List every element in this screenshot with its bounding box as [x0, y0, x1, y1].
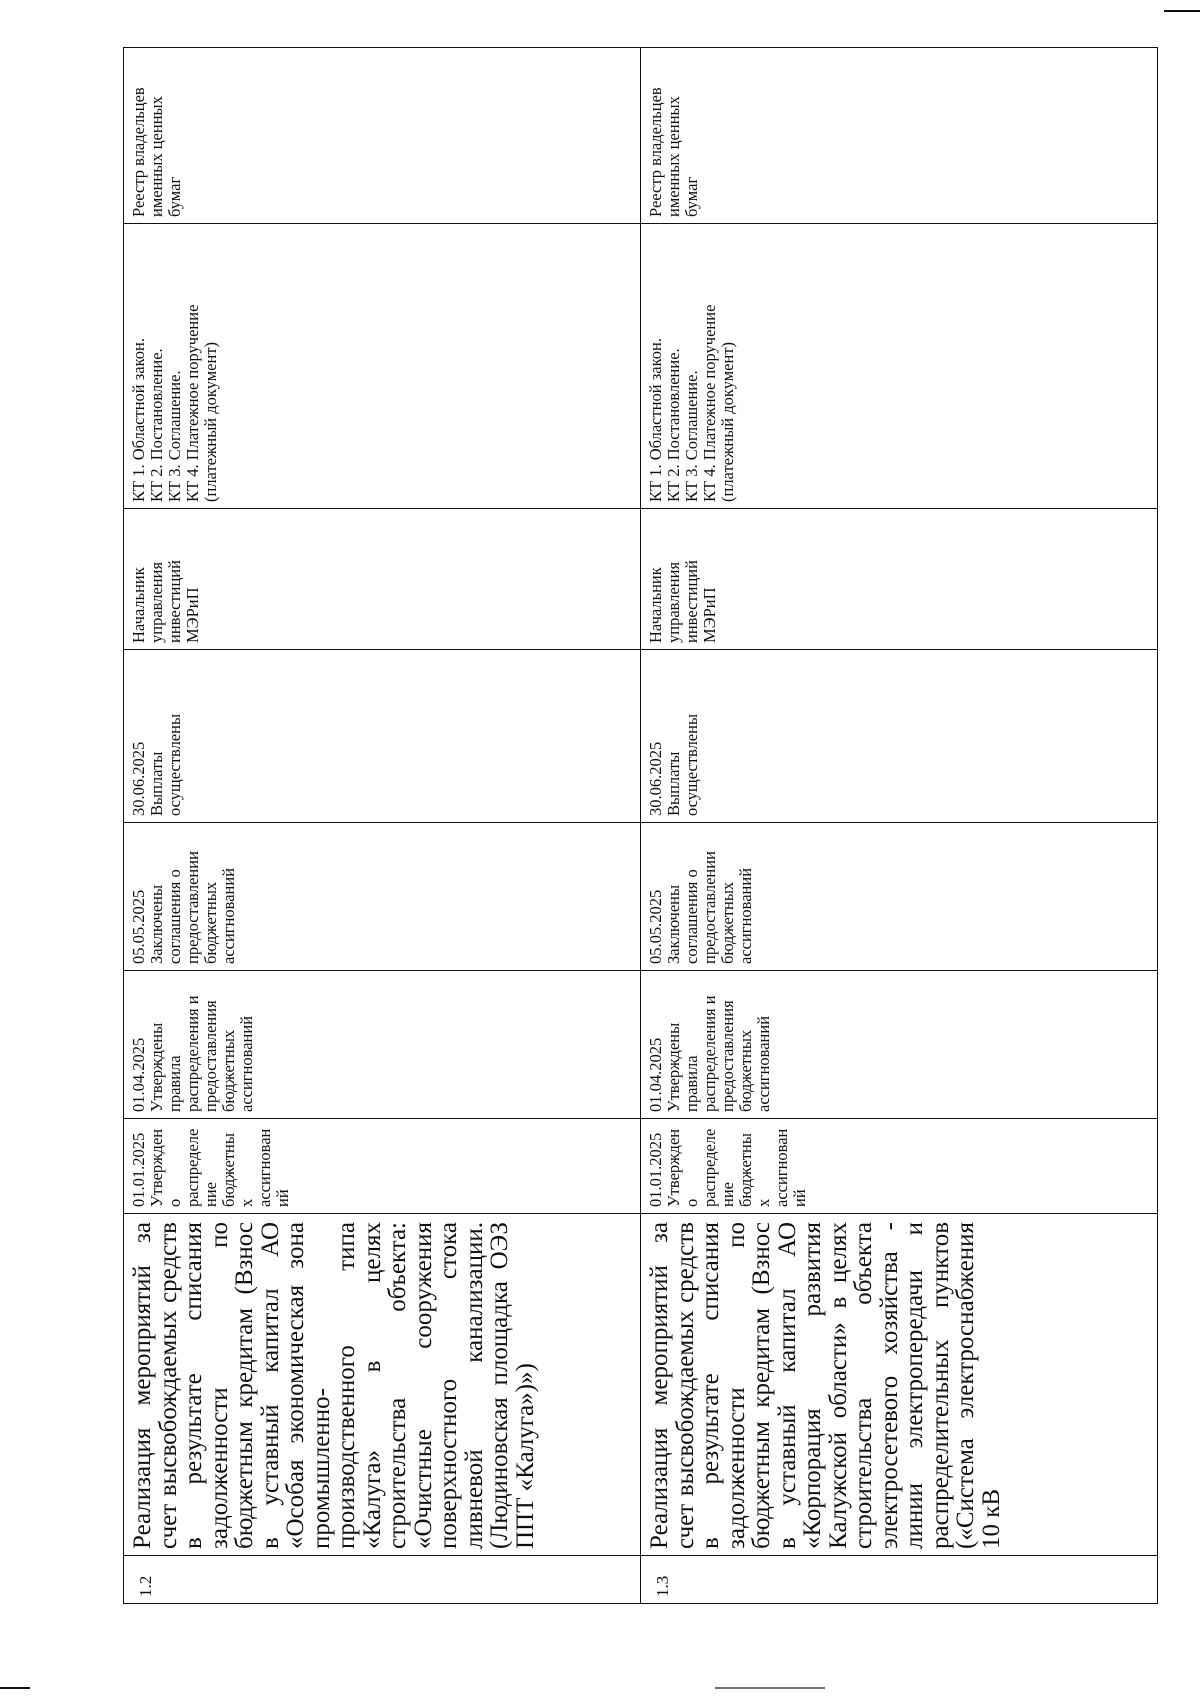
- measure-description: Реализация мероприятий за счет высвобождаемых средств в результате списания задолженности по бюджетным кредитам (Взнос в уставный капитал АО «Особая экономическая зона промышленно-производственного типа «Калуга» в целях строительства объекта: «Очистные сооружения поверхностного стока ливневой канализации. (Людиновская площадка ОЭЗ ППТ «Калуга»)»): [124, 1214, 641, 1556]
- information-system: Реестр владельцев именных ценных бумаг: [124, 48, 641, 224]
- confirming-documents: КТ 1. Областной закон. КТ 2. Постановление. КТ 3. Соглашение. КТ 4. Платежное поручение (платежный документ): [124, 224, 641, 509]
- checkpoint-4: 30.06.2025 Выплаты осуществлены: [124, 650, 641, 823]
- table-row: [641, 48, 1158, 1604]
- checkpoint-1: 01.01.2025 Утверждено распределение бюджетных ассигнований: [124, 1119, 641, 1214]
- table-row: [124, 48, 641, 1604]
- responsible-person: Начальник управления инвестиций МЭРиП: [124, 509, 641, 650]
- scan-mark-bottom-center: [715, 1687, 825, 1689]
- confirming-documents: КТ 1. Областной закон. КТ 2. Постановление. КТ 3. Соглашение. КТ 4. Платежное поручение (платежный документ): [641, 224, 1158, 509]
- plan-table: [123, 47, 1158, 1604]
- row-number: 1.3: [641, 1556, 1158, 1604]
- checkpoint-2: 01.04.2025 Утверждены правила распределения и предоставления бюджетных ассигнований: [124, 971, 641, 1119]
- responsible-person: Начальник управления инвестиций МЭРиП: [641, 509, 1158, 650]
- rotated-page: [123, 48, 1155, 1604]
- information-system: Реестр владельцев именных ценных бумаг: [641, 48, 1158, 224]
- measure-description: Реализация мероприятий за счет высвобождаемых средств в результате списания задолженности по бюджетным кредитам (Взнос в уставный капитал АО «Корпорация развития Калужской области» в целях строительства объекта электросетевого хозяйства - линии электропередачи и распределительных пунктов («Система электроснабжения 10 кВ: [641, 1214, 1158, 1556]
- checkpoint-3: 05.05.2025 Заключены соглашения о предоставлении бюджетных ассигнований: [641, 823, 1158, 971]
- checkpoint-4: 30.06.2025 Выплаты осуществлены: [641, 650, 1158, 823]
- row-number: 1.2: [124, 1556, 641, 1604]
- checkpoint-1: 01.01.2025 Утверждено распределение бюджетных ассигнований: [641, 1119, 1158, 1214]
- checkpoint-2: 01.04.2025 Утверждены правила распределения и предоставления бюджетных ассигнований: [641, 971, 1158, 1119]
- checkpoint-3: 05.05.2025 Заключены соглашения о предоставлении бюджетных ассигнований: [124, 823, 641, 971]
- scan-mark-top-right: [1164, 10, 1200, 12]
- scan-mark-bottom-left: [0, 1687, 30, 1689]
